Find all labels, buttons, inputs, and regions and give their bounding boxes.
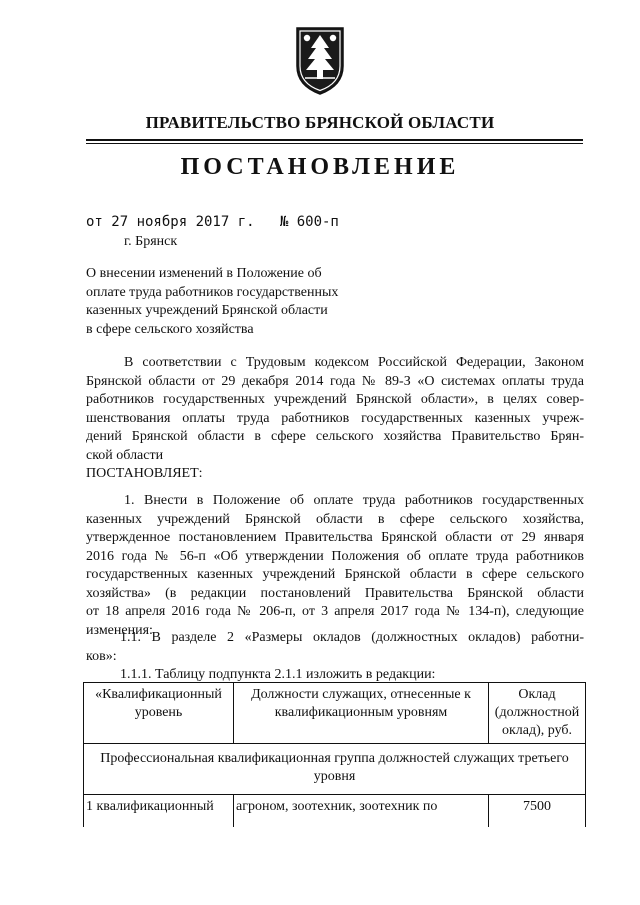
table-cell-salary: 7500 (489, 795, 586, 828)
preamble-line: В соответствии с Трудовым кодексом Российской Федерации, Законом (124, 355, 584, 370)
salary-table (83, 682, 586, 827)
item-1-line: изменения: (86, 622, 153, 638)
preamble-line: дений Брянской области в сфере сельского хозяйства Правительство Брян- (86, 429, 584, 444)
header-rule-thin (86, 143, 583, 144)
table-group-row (84, 744, 586, 795)
item-1-1-1-line: 1.1.1. Таблицу подпункта 2.1.1 изложить в редакции: (120, 667, 436, 682)
item-1-1-line: 1.1. В разделе 2 «Размеры окладов (должностных окладов) работни- (120, 630, 584, 645)
preamble-line: ской области (86, 447, 164, 463)
item-1-line: казенных учреждений Брянской области в сфере сельского хозяйства, (86, 511, 584, 527)
header-rule-thick (86, 139, 583, 141)
table-header-cell: Должности служащих, отнесенные к квалификационным уровням (234, 683, 489, 744)
coat-of-arms-icon (293, 26, 347, 96)
preamble-paragraph (86, 354, 584, 484)
item-1-line: утвержденное постановлением Правительства Брянской области от 29 января (86, 530, 584, 545)
document-city: г. Брянск (124, 234, 178, 249)
subject-line: оплате труда работников государственных (86, 284, 339, 300)
item-1-line: государственных казенных учреждений Брянской области в сфере сельского (86, 567, 584, 582)
document-subject (86, 265, 370, 339)
resolve-word: ПОСТАНОВЛЯЕТ: (86, 466, 203, 481)
table-header-cell: «Квалификационный уровень (84, 683, 234, 744)
item-1-line: от 18 апреля 2016 года № 206-п, от 3 апреля 2017 года № 134-п), следующие (86, 604, 584, 619)
subject-line: О внесении изменений в Положение об (86, 266, 322, 281)
item-1-1-paragraph (86, 629, 584, 666)
table-header-row (84, 683, 586, 744)
item-1-paragraph (86, 492, 584, 640)
preamble-line: Брянской области от 29 декабря 2014 года № 89-З «О системах оплаты труда (86, 373, 584, 389)
government-title: ПРАВИТЕЛЬСТВО БРЯНСКОЙ ОБЛАСТИ (145, 113, 495, 132)
document-date-number: от 27 ноября 2017 г. № 600-п (86, 214, 339, 230)
table-header-cell: Оклад (должностной оклад), руб. (489, 683, 586, 744)
preamble-line: работников государственных учреждений Брянской области», в целях совер- (86, 392, 584, 407)
item-1-1-line: ков»: (86, 648, 117, 664)
subject-line: казенных учреждений Брянской области (86, 303, 328, 318)
table-row (84, 795, 586, 828)
document-type: ПОСТАНОВЛЕНИЕ (180, 154, 460, 180)
subject-line: в сфере сельского хозяйства (86, 321, 254, 337)
item-1-line: хозяйства» (в редакции постановлений Правительства Брянской области (86, 585, 584, 601)
table-group-cell: Профессиональная квалификационная группа должностей служащих третьего уровня (84, 744, 586, 795)
table-cell-positions: агроном, зоотехник, зоотехник по (234, 795, 489, 828)
preamble-line: шенствования оплаты труда работников государственных казенных учреж- (86, 410, 584, 426)
table-cell-level: 1 квалификационный (84, 795, 234, 828)
item-1-line: 1. Внести в Положение об оплате труда работников государственных (124, 493, 584, 508)
item-1-line: 2016 года № 56-п «Об утверждении Положения об оплате труда работников (86, 548, 584, 564)
